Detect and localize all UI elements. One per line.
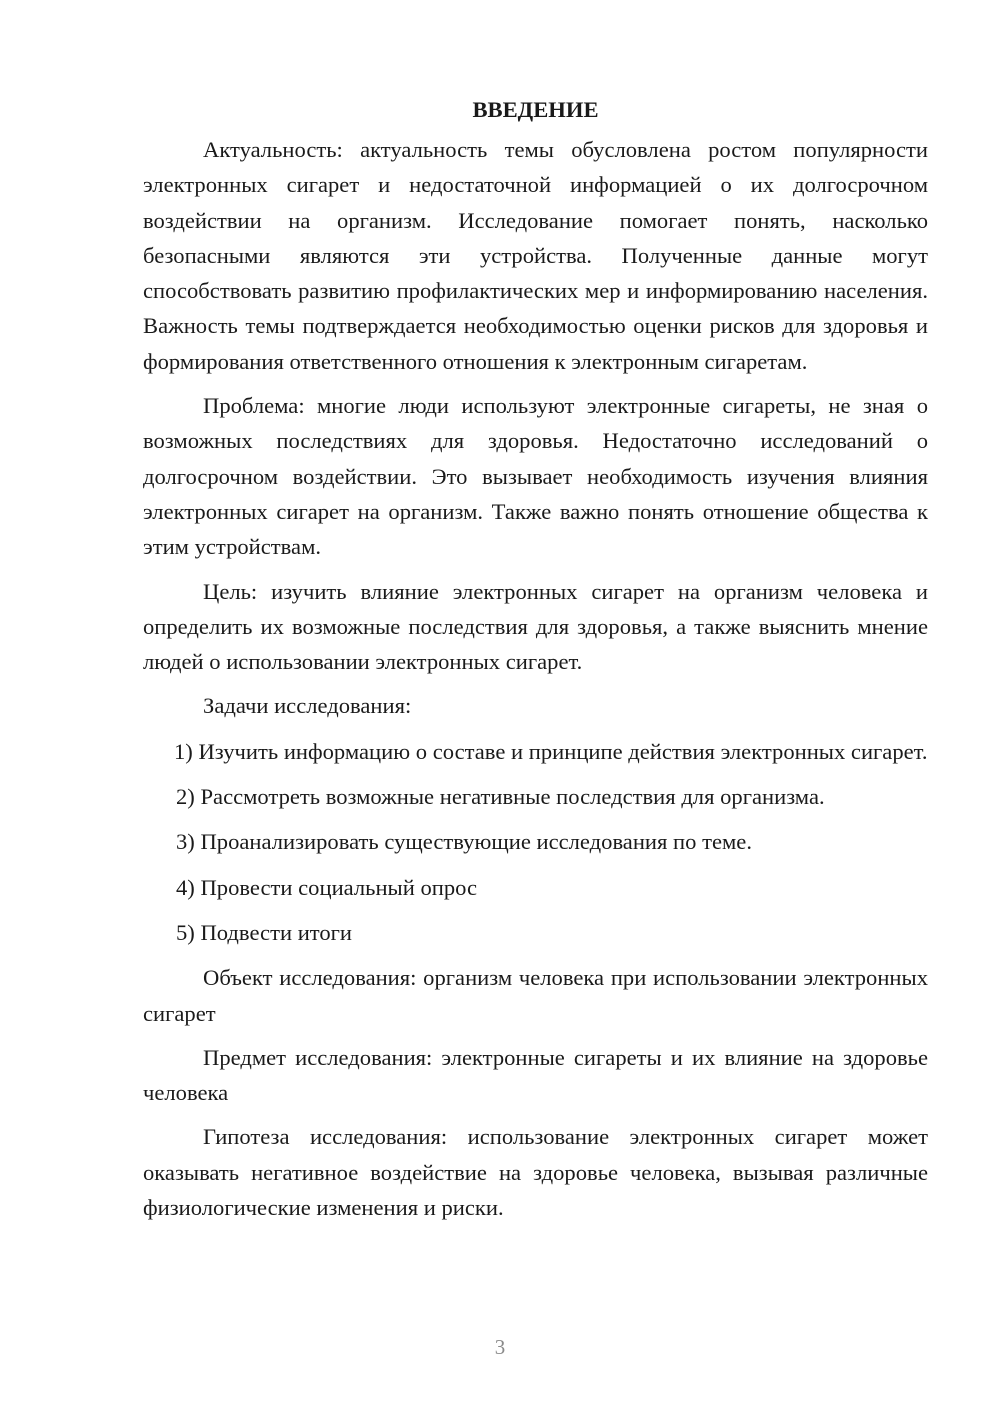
task-item-3: 3) Проанализировать существующие исследования по теме. (176, 829, 752, 855)
tasks-list (143, 734, 928, 950)
paragraph-object: Объект исследования: организм человека при использовании электронных сигарет (143, 965, 928, 1026)
task-item-2: 2) Рассмотреть возможные негативные последствия для организма. (176, 784, 825, 810)
task-item-4: 4) Провести социальный опрос (176, 874, 478, 900)
paragraph-relevance: Актуальность: актуальность темы обусловлена ростом популярности электронных сигарет и недостаточной информацией о их долгосрочном воздействии на организм. Исследование помогает понять, насколько безопасными являются эти устройства. Полученные данные могут способствовать развитию профилактических мер и информированию населения. Важность темы подтверждается необходимостью оценки рисков для здоровья и формирования ответственного отношения к электронным сигаретам. (143, 137, 928, 374)
section-title: ВВЕДЕНИЕ (472, 97, 599, 122)
task-item-1: 1) Изучить информацию о составе и принципе действия электронных сигарет. (174, 738, 928, 764)
page-content (143, 92, 928, 1234)
task-item-5: 5) Подвести итоги (176, 919, 353, 945)
tasks-heading: Задачи исследования: (203, 693, 412, 719)
paragraph-hypothesis: Гипотеза исследования: использование электронных сигарет может оказывать негативное воздействие на здоровье человека, вызывая различные физиологические изменения и риски. (143, 1124, 928, 1221)
paragraph-goal: Цель: изучить влияние электронных сигарет на организм человека и определить их возможные последствия для здоровья, а также выяснить мнение людей о использовании электронных сигарет. (143, 578, 928, 675)
paragraph-problem: Проблема: многие люди используют электронные сигареты, не зная о возможных последствиях для здоровья. Недостаточно исследований о долгосрочном воздействии. Это вызывает необходимость изучения влияния электронных сигарет на организм. Также важно понять отношение общества к этим устройствам. (143, 393, 928, 560)
page-number: 3 (494, 1335, 506, 1359)
paragraph-subject: Предмет исследования: электронные сигареты и их влияние на здоровье человека (143, 1044, 928, 1106)
